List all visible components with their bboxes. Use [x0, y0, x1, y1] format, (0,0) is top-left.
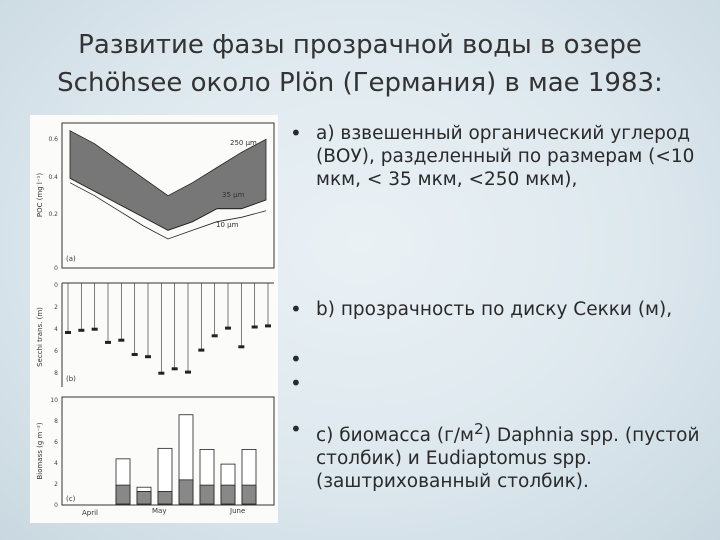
- secchi-disc: [158, 372, 164, 375]
- title-line-1: Развитие фазы прозрачной воды в озере: [78, 30, 642, 60]
- panel-c-tag: (c): [66, 495, 76, 503]
- secchi-disc: [92, 328, 98, 331]
- eudiaptomus-bar: [242, 485, 256, 504]
- bullet-c: [288, 418, 708, 493]
- eudiaptomus-bar: [158, 491, 172, 504]
- bullet-c-rest: ) Daphnia spp. (пустой столбик) и Eudiaptomus spp. (заштрихованный столбик).: [316, 425, 700, 493]
- panel-c-ylabel: Biomass (g m⁻²): [36, 422, 44, 480]
- eudiaptomus-bar: [200, 485, 214, 504]
- panel-a-tag: (a): [66, 255, 76, 263]
- bullet-a: • а) взвешенный органический углерод (ВОУ), разделенный по размерам (<10 мкм, < 35 мкм, <250 мкм),: [288, 122, 708, 191]
- eudiaptomus-bar: [179, 480, 193, 504]
- panel-b-tick-2: 4: [54, 326, 58, 333]
- panel-c-tick-2: 6: [54, 439, 58, 446]
- secchi-disc: [105, 341, 111, 344]
- month-june: June: [230, 507, 246, 515]
- panel-a-tick-1: 0.4: [48, 174, 58, 181]
- panel-a-tick-0: 0.6: [48, 136, 58, 143]
- bullet-c-main: с) биомасса (г/м: [316, 425, 474, 447]
- secchi-markers: [65, 283, 271, 375]
- secchi-disc: [265, 324, 271, 327]
- eudiaptomus-bar: [137, 491, 151, 504]
- eudiaptomus-bar: [221, 485, 235, 504]
- panel-c-tick-0: 10: [50, 397, 58, 404]
- label-35um: 35 µm: [222, 191, 245, 199]
- secchi-disc: [225, 327, 231, 330]
- panel-c-tick-4: 2: [54, 481, 58, 488]
- biomass-bars: [116, 415, 256, 504]
- panel-b-tag: (b): [66, 375, 76, 383]
- panel-a-ylabel: POC (mg l⁻¹): [36, 172, 44, 218]
- secchi-disc: [118, 339, 124, 342]
- label-10um: 10 µm: [216, 221, 239, 229]
- secchi-disc: [238, 345, 244, 348]
- bullet-c-sup: 2: [474, 420, 484, 438]
- figure-svg: [30, 115, 278, 523]
- secchi-disc: [65, 331, 71, 334]
- panel-b: [36, 282, 274, 387]
- label-250um: 250 µm: [230, 139, 257, 147]
- secchi-disc: [252, 326, 258, 329]
- panel-a-tick-3: 0: [54, 265, 58, 272]
- panel-b-tick-1: 2: [54, 304, 58, 311]
- panel-b-tick-3: 6: [54, 348, 58, 355]
- secchi-disc: [185, 371, 191, 374]
- panel-c-tick-1: 8: [54, 418, 58, 425]
- secchi-disc: [145, 355, 151, 358]
- title-line-2: Schöhsee около Plön (Германия) в мае 1983:: [57, 68, 663, 98]
- month-april: April: [82, 509, 98, 517]
- panel-b-tick-4: 8: [54, 370, 58, 377]
- panel-b-tick-0: 0: [54, 282, 58, 289]
- panel-a: [36, 123, 274, 272]
- panel-b-ylabel: Secchi trans. (m): [36, 307, 44, 367]
- secchi-disc: [198, 349, 204, 352]
- slide-title: [0, 26, 720, 102]
- panel-c-tick-3: 4: [54, 460, 58, 467]
- secchi-disc: [212, 334, 218, 337]
- panel-a-tick-2: 0.2: [48, 211, 58, 218]
- bullet-b: • b) прозрачность по диску Секки (м),: [288, 298, 672, 321]
- secchi-disc: [172, 367, 178, 370]
- secchi-disc: [78, 329, 84, 332]
- eudiaptomus-bar: [116, 485, 130, 504]
- secchi-disc: [132, 353, 138, 356]
- panel-c: [36, 397, 274, 517]
- figure-image: [30, 115, 278, 523]
- month-may: May: [152, 507, 167, 515]
- panel-c-tick-5: 0: [54, 502, 58, 509]
